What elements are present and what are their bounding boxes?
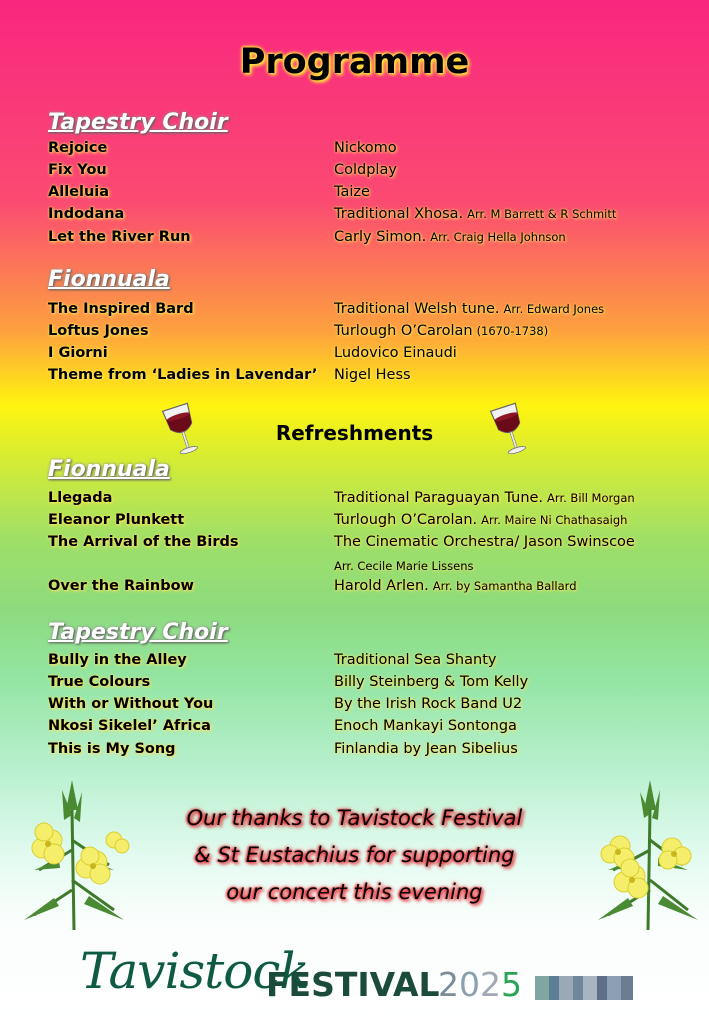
song-title: The Arrival of the Birds: [48, 534, 239, 550]
programme-row: [0, 301, 709, 323]
arranger-credit: Arr. Edward Jones: [503, 302, 605, 316]
artist-credit: [334, 323, 548, 339]
logo-festival-text: FESTIVAL: [266, 965, 440, 1004]
artist-credit: [334, 534, 635, 550]
song-title: Loftus Jones: [48, 323, 149, 339]
thanks-line: & St Eustachius for supporting: [194, 843, 515, 867]
artist-name: Turlough O’Carolan: [334, 323, 473, 339]
programme-row: [0, 534, 709, 556]
artist-name: Traditional Paraguayan Tune.: [334, 490, 544, 506]
artist-name: Harold Arlen.: [334, 578, 429, 594]
song-title: Eleanor Plunkett: [48, 512, 185, 528]
song-title: Over the Rainbow: [48, 578, 194, 594]
song-title: Fix You: [48, 162, 107, 178]
song-title: Alleluia: [48, 184, 110, 200]
section-heading-fionnuala-2: Fionnuala: [48, 457, 170, 482]
artist-credit: [334, 512, 627, 528]
thanks-line: our concert this evening: [226, 880, 483, 904]
song-title: Rejoice: [48, 140, 108, 156]
arranger-credit: Arr. M Barrett & R Schmitt: [467, 207, 617, 221]
page-title: Programme: [239, 42, 470, 82]
artist-name: By the Irish Rock Band U2: [334, 696, 523, 712]
artist-name: Coldplay: [334, 162, 397, 178]
programme-row: [0, 741, 709, 763]
song-title: Indodana: [48, 206, 125, 222]
arranger-credit: Arr. Maire Ni Chathasaigh: [481, 513, 628, 527]
composer-dates: (1670-1738): [476, 324, 549, 338]
artist-credit: [334, 367, 411, 383]
section-heading-fionnuala-1: Fionnuala: [48, 267, 170, 292]
artist-credit: [334, 206, 616, 222]
programme-row: [0, 367, 709, 389]
tavistock-festival-logo: [80, 940, 640, 1010]
artist-name: Traditional Welsh tune.: [334, 301, 500, 317]
arranger-credit: Arr. Bill Morgan: [547, 491, 635, 505]
arranger-credit: Arr. Cecile Marie Lissens: [334, 559, 474, 573]
song-title: Bully in the Alley: [48, 652, 187, 668]
arranger-credit: Arr. by Samantha Ballard: [432, 579, 577, 593]
song-title: Nkosi Sikelel’ Africa: [48, 718, 211, 734]
thanks-message: [0, 800, 709, 911]
programme-row: [0, 229, 709, 251]
programme-row: [0, 140, 709, 162]
song-title: Theme from ‘Ladies in Lavendar’: [48, 367, 318, 383]
artist-name: Traditional Xhosa.: [334, 206, 464, 222]
programme-row: [0, 578, 709, 600]
logo-year-digit: 2: [438, 965, 459, 1004]
artist-name: Nigel Hess: [334, 367, 411, 383]
artist-credit: [334, 140, 397, 156]
artist-name: Carly Simon.: [334, 229, 427, 245]
song-title: This is My Song: [48, 741, 176, 757]
artist-credit: [334, 490, 635, 506]
logo-year: [438, 965, 522, 1004]
artist-credit: [334, 184, 370, 200]
artist-name: Nickomo: [334, 140, 397, 156]
artist-name: Turlough O’Carolan.: [334, 512, 478, 528]
artist-credit: [334, 696, 522, 712]
programme-row: [0, 345, 709, 367]
programme-row: [0, 206, 709, 228]
programme-row: [0, 162, 709, 184]
artist-name: Ludovico Einaudi: [334, 345, 457, 361]
logo-color-bars: [535, 976, 635, 1000]
artist-name: Enoch Mankayi Sontonga: [334, 718, 517, 734]
programme-row: [0, 652, 709, 674]
arranger-credit: Arr. Craig Hella Johnson: [430, 230, 566, 244]
song-title: True Colours: [48, 674, 151, 690]
section-heading-tapestry-choir-2: Tapestry Choir: [48, 620, 228, 645]
interval-label: Refreshments: [275, 421, 434, 445]
artist-name: Taize: [334, 184, 370, 200]
artist-name: The Cinematic Orchestra/ Jason Swinscoe: [334, 534, 635, 550]
artist-credit: [334, 718, 517, 734]
programme-row: [0, 323, 709, 345]
wine-glass-icon: [488, 402, 534, 462]
artist-credit: [334, 652, 496, 668]
programme-row: [0, 718, 709, 740]
programme-row: [0, 184, 709, 206]
artist-name: Traditional Sea Shanty: [334, 652, 497, 668]
artist-credit: [334, 162, 397, 178]
artist-credit: [334, 301, 604, 317]
artist-name: Billy Steinberg & Tom Kelly: [334, 674, 529, 690]
song-title: Llegada: [48, 490, 113, 506]
artist-credit: [334, 578, 577, 594]
artist-credit: [334, 674, 528, 690]
logo-script-text: Tavistock: [80, 942, 309, 1000]
artist-credit: [334, 741, 518, 757]
programme-row: [0, 674, 709, 696]
song-title: Let the River Run: [48, 229, 191, 245]
logo-year-digit: 0: [459, 965, 480, 1004]
song-title: The Inspired Bard: [48, 301, 194, 317]
artist-credit: [334, 229, 566, 245]
programme-row: [0, 512, 709, 534]
artist-name: Finlandia by Jean Sibelius: [334, 741, 518, 757]
thanks-line: Our thanks to Tavistock Festival: [186, 806, 523, 830]
logo-year-digit: 5: [501, 965, 522, 1004]
programme-row: [0, 696, 709, 718]
song-title: I Giorni: [48, 345, 108, 361]
programme-row: [0, 490, 709, 512]
song-title: With or Without You: [48, 696, 214, 712]
artist-credit: [334, 345, 457, 361]
logo-year-digit: 2: [480, 965, 501, 1004]
section-heading-tapestry-choir-1: Tapestry Choir: [48, 110, 228, 135]
